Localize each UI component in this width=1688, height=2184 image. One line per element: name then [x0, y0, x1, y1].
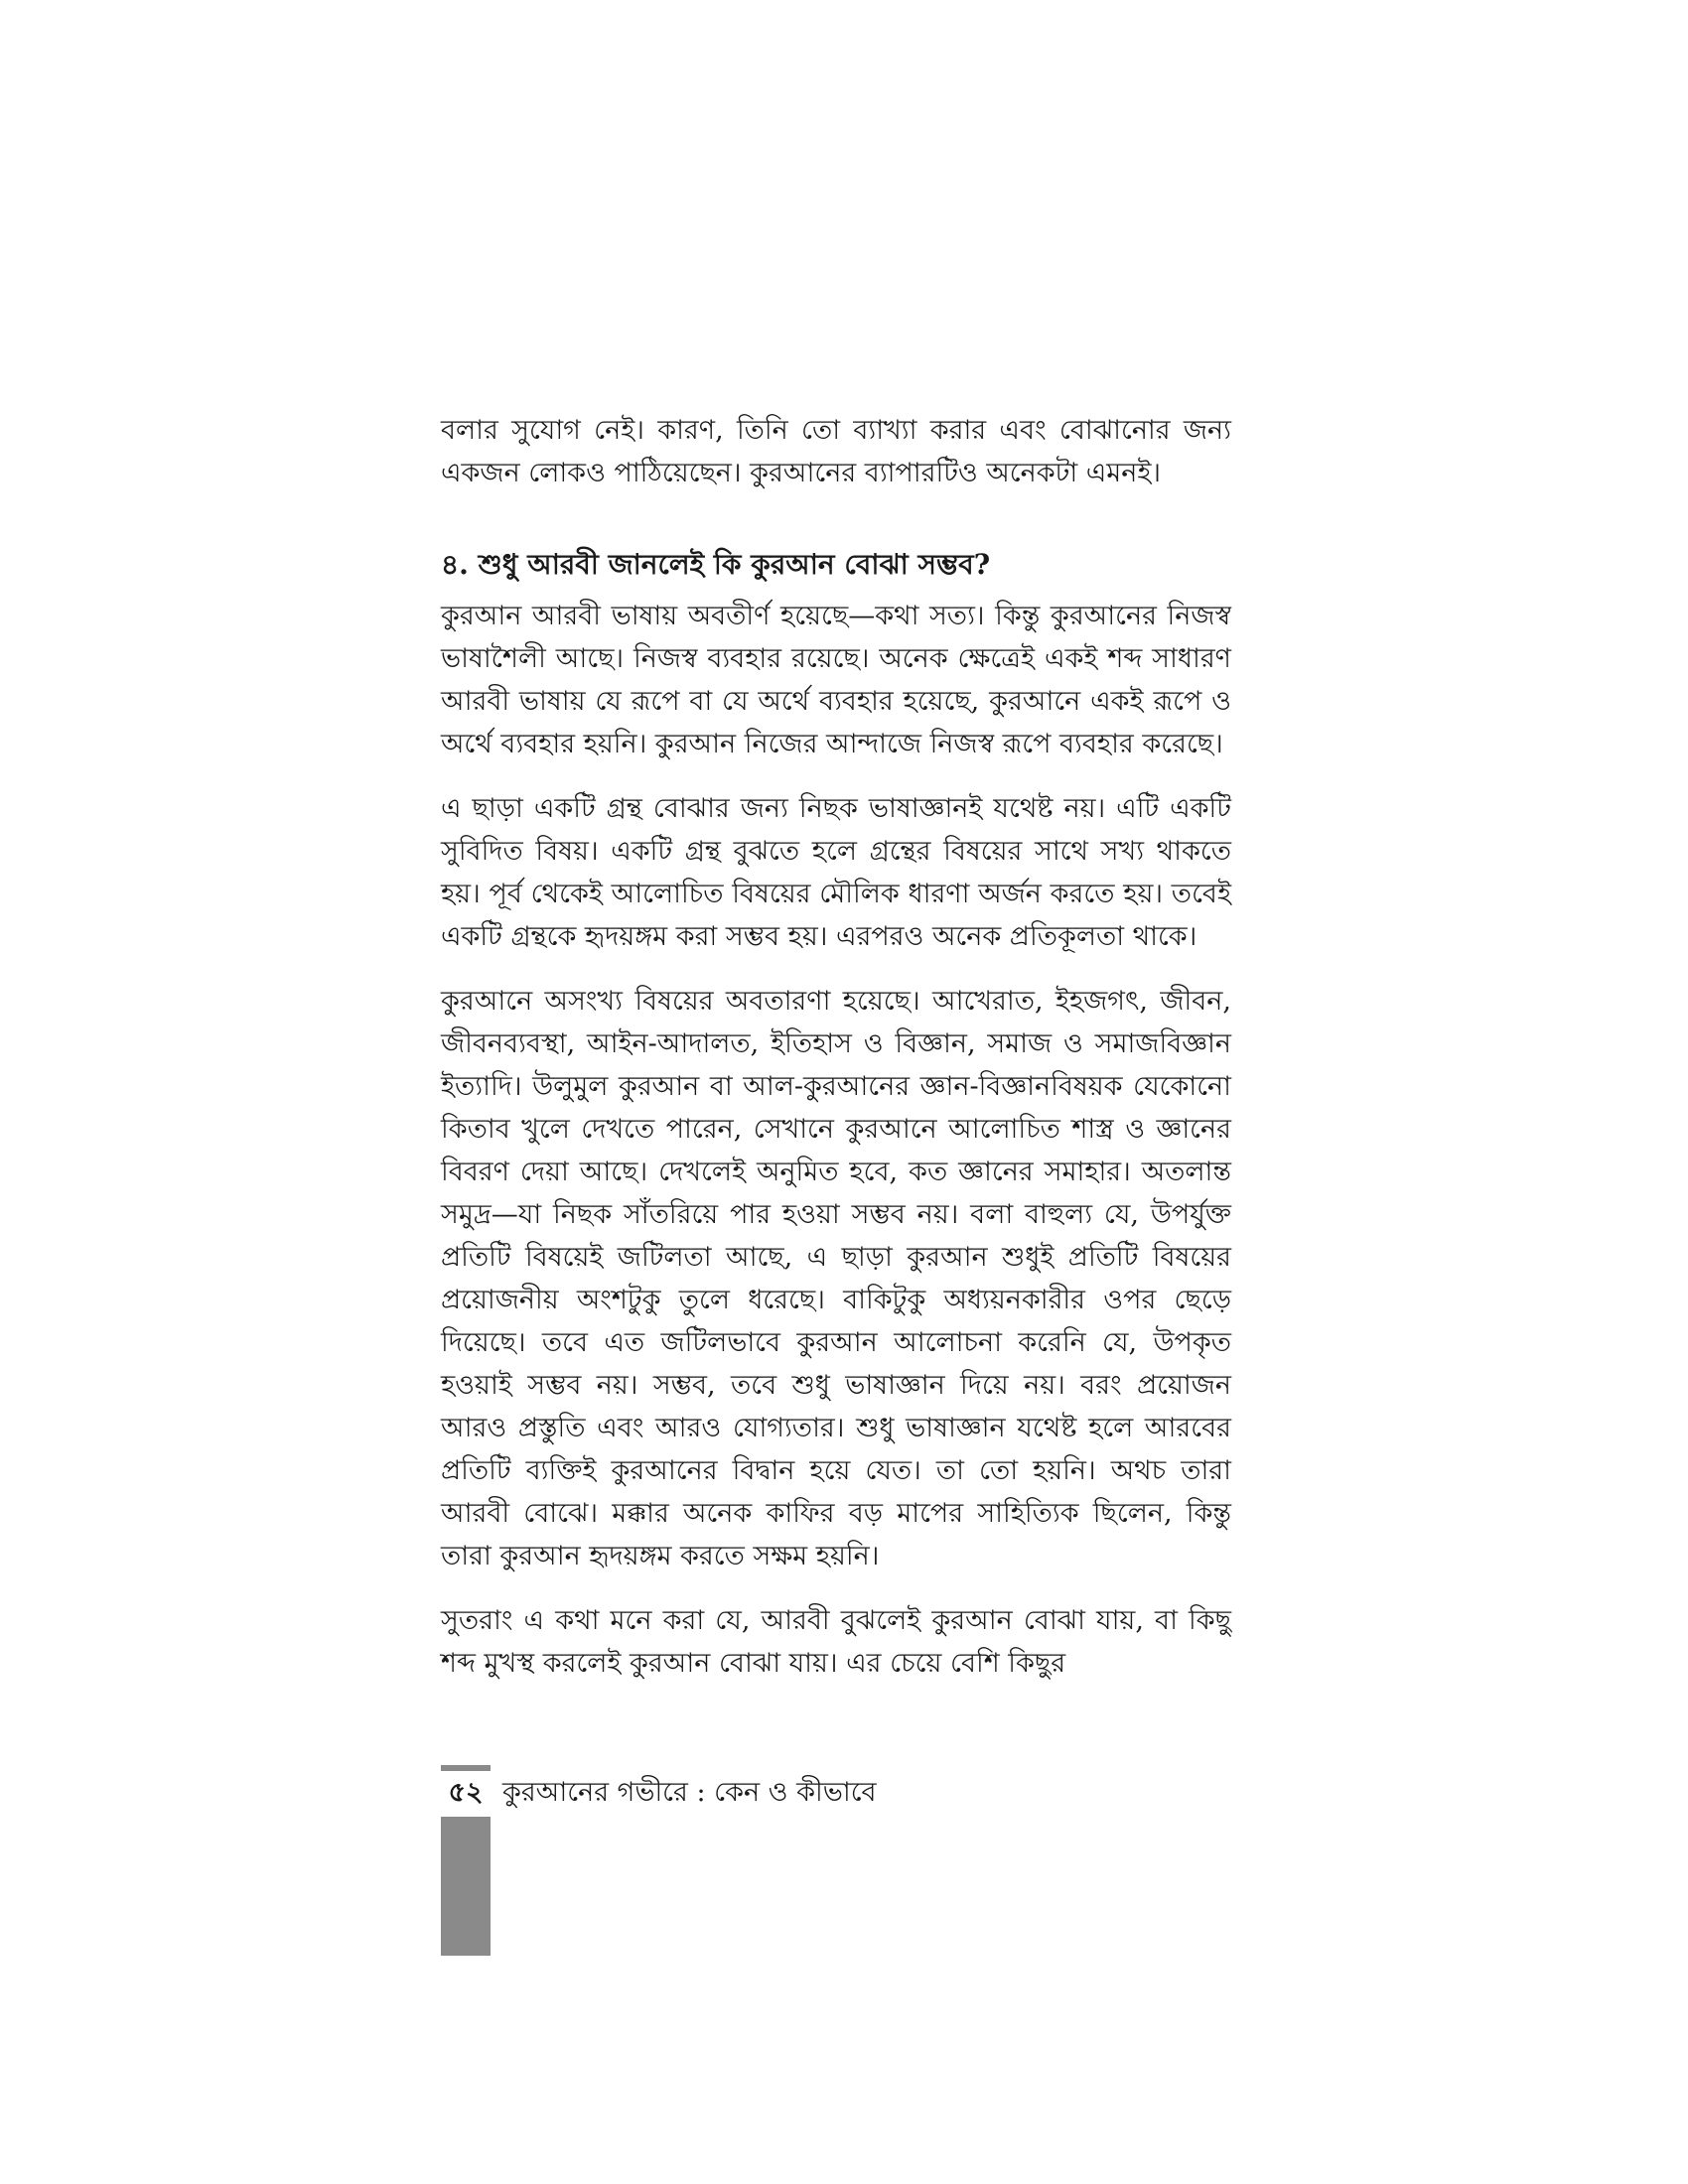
- page-footer: [441, 1771, 877, 1817]
- body-paragraph: কুরআন আরবী ভাষায় অবতীর্ণ হয়েছে—কথা সত্য। কিন্তু কুরআনের নিজস্ব ভাষাশৈলী আছে। নিজস্ব ব্যবহার রয়েছে। অনেক ক্ষেত্রেই একই শব্দ সাধারণ আরবী ভাষায় যে রূপে বা যে অর্থে ব্যবহার হয়েছে, কুরআনে একই রূপে ও অর্থে ব্যবহার হয়নি। কুরআন নিজের আন্দাজে নিজস্ব রূপে ব্যবহার করেছে।: [441, 601, 1231, 759]
- page-number: ৫২: [448, 1776, 484, 1808]
- running-title: কুরআনের গভীরে : কেন ও কীভাবে: [502, 1776, 877, 1808]
- body-paragraph: সুতরাং এ কথা মনে করা যে, আরবী বুঝলেই কুরআন বোঝা যায়, বা কিছু শব্দ মুখস্থ করলেই কুরআন বোঝা যায়। এর চেয়ে বেশি কিছুর: [441, 1605, 1231, 1679]
- footer-gray-bar: [441, 1817, 491, 1956]
- intro-paragraph: বলার সুযোগ নেই। কারণ, তিনি তো ব্যাখ্যা করার এবং বোঝানোর জন্য একজন লোকও পাঠিয়েছেন। কুরআনের ব্যাপারটিও অনেকটা এমনই।: [441, 415, 1231, 488]
- section-heading: ৪. শুধু আরবী জানলেই কি কুরআন বোঝা সম্ভব?: [441, 548, 991, 581]
- section-body: [441, 541, 1231, 1706]
- intro-text-block: [441, 409, 1231, 516]
- body-paragraph: কুরআনে অসংখ্য বিষয়ের অবতারণা হয়েছে। আখেরাত, ইহজগৎ, জীবন, জীবনব্যবস্থা, আইন-আদালত, ইতিহাস ও বিজ্ঞান, সমাজ ও সমাজবিজ্ঞান ইত্যাদি। উলুমুল কুরআন বা আল-কুরআনের জ্ঞান-বিজ্ঞানবিষয়ক যেকোনো কিতাব খুলে দেখতে পারেন, সেখানে কুরআনে আলোচিত শাস্ত্র ও জ্ঞানের বিবরণ দেয়া আছে। দেখলেই অনুমিত হবে, কত জ্ঞানের সমাহার। অতলান্ত সমুদ্র—যা নিছক সাঁতরিয়ে পার হওয়া সম্ভব নয়। বলা বাহুল্য যে, উপর্যুক্ত প্রতিটি বিষয়েই জটিলতা আছে, এ ছাড়া কুরআন শুধুই প্রতিটি বিষয়ের প্রয়োজনীয় অংশটুকু তুলে ধরেছে। বাকিটুকু অধ্যয়নকারীর ওপর ছেড়ে দিয়েছে। তবে এত জটিলভাবে কুরআন আলোচনা করেনি যে, উপকৃত হওয়াই সম্ভব নয়। সম্ভব, তবে শুধু ভাষাজ্ঞান দিয়ে নয়। বরং প্রয়োজন আরও প্রস্তুতি এবং আরও যোগ্যতার। শুধু ভাষাজ্ঞান যথেষ্ট হলে আরবের প্রতিটি ব্যক্তিই কুরআনের বিদ্বান হয়ে যেত। তা তো হয়নি। অথচ তারা আরবী বোঝে। মক্কার অনেক কাফির বড় মাপের সাহিত্যিক ছিলেন, কিন্তু তারা কুরআন হৃদয়ঙ্গম করতে সক্ষম হয়নি।: [441, 986, 1231, 1571]
- body-paragraph: এ ছাড়া একটি গ্রন্থ বোঝার জন্য নিছক ভাষাজ্ঞানই যথেষ্ট নয়। এটি একটি সুবিদিত বিষয়। একটি গ্রন্থ বুঝতে হলে গ্রন্থের বিষয়ের সাথে সখ্য থাকতে হয়। পূর্ব থেকেই আলোচিত বিষয়ের মৌলিক ধারণা অর্জন করতে হয়। তবেই একটি গ্রন্থকে হৃদয়ঙ্গম করা সম্ভব হয়। এরপরও অনেক প্রতিকূলতা থাকে।: [441, 793, 1231, 952]
